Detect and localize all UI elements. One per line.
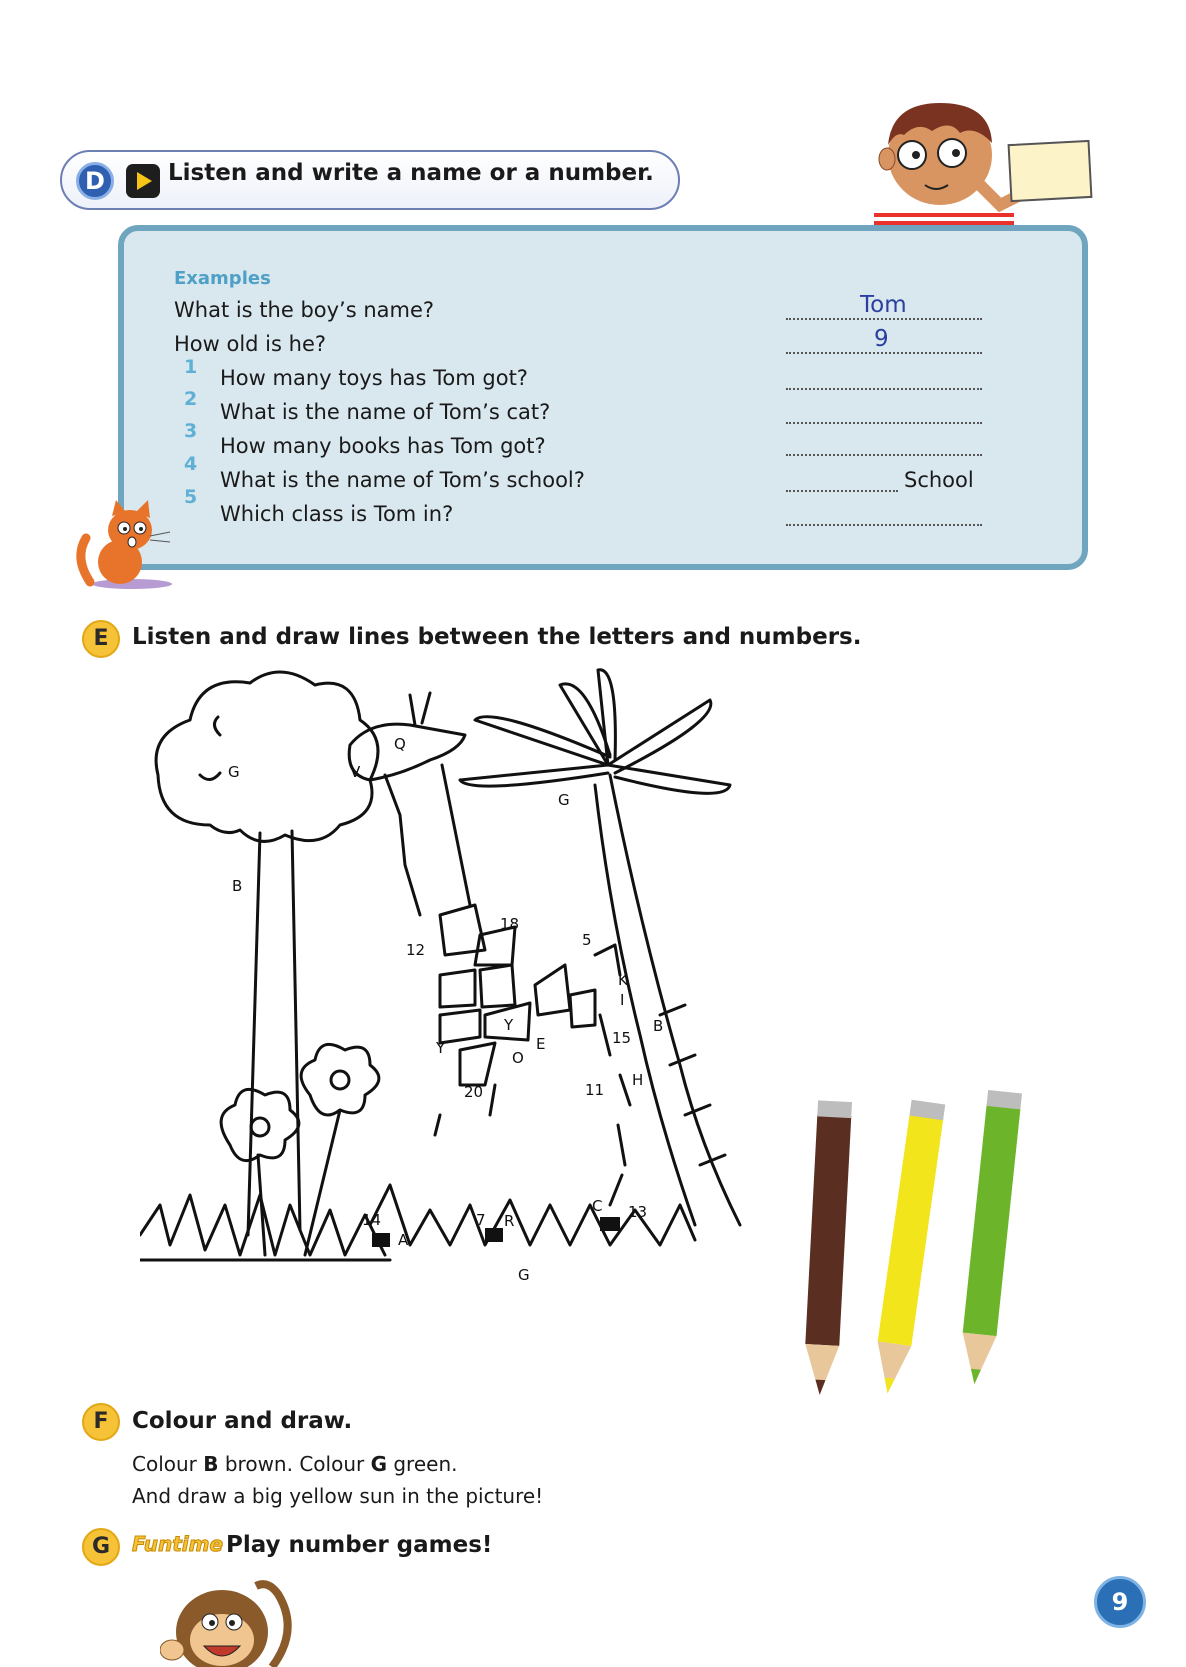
dot-13: 13 [628,1203,648,1221]
section-e-title: Listen and draw lines between the letters and numbers. [132,624,862,650]
examples-label: Examples [174,268,271,289]
question-number: 1 [184,356,198,378]
dot-q: Q [394,735,406,753]
question-1: How many toys has Tom got? [220,366,528,390]
dot-7: 7 [476,1211,486,1229]
question-3: How many books has Tom got? [220,434,546,458]
section-g-letter-badge: G [82,1528,120,1566]
cat-illustration [70,498,180,592]
example-answer-1: Tom [860,292,907,318]
dot-a: A [398,1231,409,1249]
section-d-title: Listen and write a name or a number. [168,160,654,186]
audio-play-icon[interactable] [126,164,160,198]
label-palm-b: B [653,1017,664,1035]
dot-15: 15 [612,1029,632,1047]
label-ground-g: G [518,1266,530,1284]
dot-h: H [632,1071,644,1089]
dot-r: R [504,1212,515,1230]
dot-12: 12 [406,941,426,959]
section-f-instruction-line-2: And draw a big yellow sun in the picture! [132,1484,544,1508]
dot-18: 18 [500,915,520,933]
section-g-title: Play number games! [226,1532,493,1558]
dot-14: 14 [362,1211,382,1229]
label-palm-g: G [558,791,570,809]
example-answer-2: 9 [874,326,889,352]
answer-field-2[interactable] [786,422,982,424]
dot-c: C [592,1197,603,1215]
monkey-illustration [160,1570,300,1667]
coloured-pencils-illustration [800,1085,1030,1420]
dot-i: I [620,991,625,1009]
answer-line [786,318,982,320]
dot-20: 20 [464,1083,484,1101]
dot-to-dot-giraffe-picture[interactable] [140,665,750,1380]
section-f-letter-badge: F [82,1403,120,1441]
dot-y-lower: Y [436,1039,446,1057]
example-question-2: How old is he? [174,332,327,356]
question-4: What is the name of Tom’s school? [220,468,585,492]
dot-y-upper: Y [504,1016,514,1034]
funtime-logo: Funtime [132,1532,224,1556]
dot-e: E [536,1035,546,1053]
section-e-letter-badge: E [82,620,120,658]
dot-v: V [350,763,361,781]
dot-k: K [618,971,628,989]
answer-field-4[interactable] [786,490,898,492]
example-question-1: What is the boy’s name? [174,298,435,322]
label-trunk-b: B [232,877,243,895]
question-number: 2 [184,388,198,410]
section-f-title: Colour and draw. [132,1408,353,1434]
page-number-badge: 9 [1094,1576,1146,1628]
question-number: 5 [184,486,198,508]
dot-o: O [512,1049,524,1067]
answer-field-1[interactable] [786,388,982,390]
boy-with-card-illustration [840,95,1100,230]
answer-field-3[interactable] [786,454,982,456]
question-number: 4 [184,453,198,475]
label-tree-g: G [228,763,240,781]
dot-5: 5 [582,931,592,949]
answer-line [786,352,982,354]
question-2: What is the name of Tom’s cat? [220,400,551,424]
answer-field-5[interactable] [786,524,982,526]
section-d-letter-badge: D [76,162,114,200]
answer-suffix-school: School [904,468,974,492]
question-5: Which class is Tom in? [220,502,454,526]
section-f-instruction-line-1: Colour B brown. Colour G green. [132,1452,458,1476]
dot-11: 11 [585,1081,605,1099]
question-number: 3 [184,420,198,442]
